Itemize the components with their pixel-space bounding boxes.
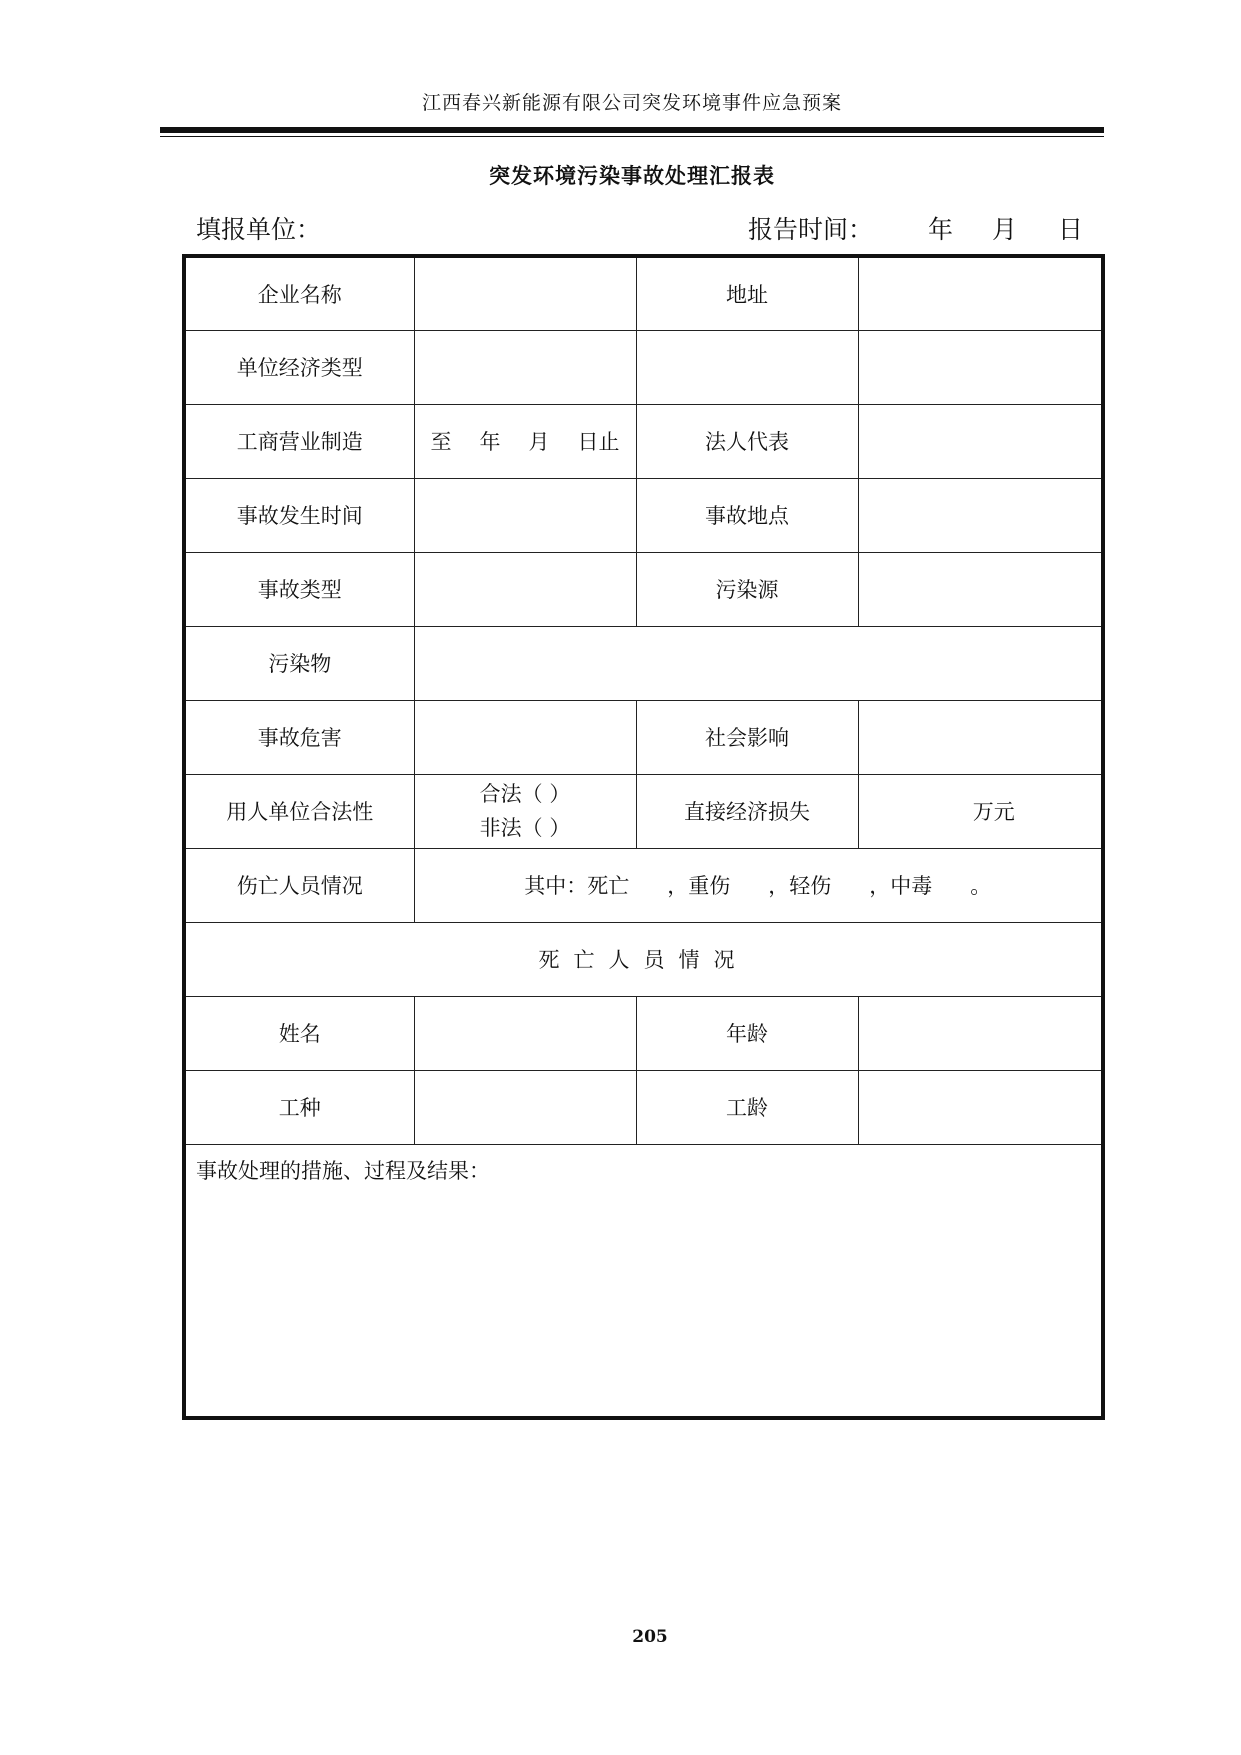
table-row (184, 1144, 1103, 1418)
business-license-label: 工商营业制造 (184, 404, 414, 478)
header-rule-thick (160, 127, 1104, 133)
company-name-label: 企业名称 (184, 256, 414, 330)
accident-harm-field[interactable] (414, 700, 636, 774)
report-time-label: 报告时间： (748, 215, 874, 244)
pollution-source-label: 污染源 (636, 552, 858, 626)
table-row (184, 700, 1103, 774)
table-row (184, 330, 1103, 404)
legal-option[interactable]: 合法（ ） (479, 782, 571, 806)
reporting-unit-label: 填报单位： (196, 215, 322, 244)
accident-time-label: 事故发生时间 (184, 478, 414, 552)
accident-place-label: 事故地点 (636, 478, 858, 552)
address-label: 地址 (636, 256, 858, 330)
table-row (184, 774, 1103, 848)
accident-type-label: 事故类型 (184, 552, 414, 626)
address-field[interactable] (858, 256, 1103, 330)
direct-loss-field[interactable] (858, 774, 1103, 848)
license-month-text: 月 (528, 430, 550, 454)
job-type-label: 工种 (184, 1070, 414, 1144)
employer-legality-label: 用人单位合法性 (184, 774, 414, 848)
page-number: 205 (632, 1627, 668, 1647)
license-day-end-text: 日止 (577, 430, 620, 454)
table-row (184, 404, 1103, 478)
pollutant-label: 污染物 (184, 626, 414, 700)
casualty-minor-text: ，轻伤 (768, 874, 832, 898)
casualty-end-text: 。 (970, 874, 992, 898)
legality-options[interactable] (414, 774, 636, 848)
loss-unit-text: 万元 (972, 800, 1015, 824)
table-row (184, 256, 1103, 330)
economic-type-field[interactable] (414, 330, 636, 404)
accident-place-field[interactable] (858, 478, 1103, 552)
legal-rep-label: 法人代表 (636, 404, 858, 478)
measures-label: 事故处理的措施、过程及结果： (196, 1158, 490, 1183)
casualties-label: 伤亡人员情况 (184, 848, 414, 922)
pollutant-field[interactable] (414, 626, 1103, 700)
deceased-section-header: 死亡人员情况 (184, 922, 1103, 996)
age-field[interactable] (858, 996, 1103, 1070)
blank-cell[interactable] (636, 330, 858, 404)
license-year-text: 年 (479, 430, 501, 454)
measures-field[interactable] (184, 1144, 1103, 1418)
social-impact-label: 社会影响 (636, 700, 858, 774)
work-years-label: 工龄 (636, 1070, 858, 1144)
illegal-option[interactable]: 非法（ ） (479, 816, 571, 840)
casualty-prefix-text: 其中：死亡 (524, 874, 630, 898)
header-rule-thin (160, 136, 1104, 137)
name-field[interactable] (414, 996, 636, 1070)
legal-rep-field[interactable] (858, 404, 1103, 478)
form-title: 突发环境污染事故处理汇报表 (489, 163, 775, 188)
license-to-text: 至 (430, 430, 452, 454)
work-years-field[interactable] (858, 1070, 1103, 1144)
document-header-title: 江西春兴新能源有限公司突发环境事件应急预案 (421, 92, 842, 114)
accident-time-field[interactable] (414, 478, 636, 552)
job-type-field[interactable] (414, 1070, 636, 1144)
table-row (184, 848, 1103, 922)
table-row (184, 996, 1103, 1070)
accident-harm-label: 事故危害 (184, 700, 414, 774)
company-name-field[interactable] (414, 256, 636, 330)
table-row (184, 922, 1103, 996)
table-row (184, 478, 1103, 552)
age-label: 年龄 (636, 996, 858, 1070)
report-day-label: 日 (1058, 215, 1084, 244)
name-label: 姓名 (184, 996, 414, 1070)
report-month-label: 月 (992, 215, 1018, 244)
social-impact-field[interactable] (858, 700, 1103, 774)
blank-cell[interactable] (858, 330, 1103, 404)
table-row (184, 552, 1103, 626)
casualties-field[interactable] (414, 848, 1103, 922)
casualty-poison-text: ，中毒 (869, 874, 933, 898)
pollution-source-field[interactable] (858, 552, 1103, 626)
economic-type-label: 单位经济类型 (184, 330, 414, 404)
accident-type-field[interactable] (414, 552, 636, 626)
direct-loss-label: 直接经济损失 (636, 774, 858, 848)
table-row (184, 626, 1103, 700)
report-year-label: 年 (928, 215, 954, 244)
license-validity-field[interactable] (414, 404, 636, 478)
table-row (184, 1070, 1103, 1144)
casualty-serious-text: ，重伤 (667, 874, 731, 898)
accident-report-table (182, 254, 1105, 1420)
